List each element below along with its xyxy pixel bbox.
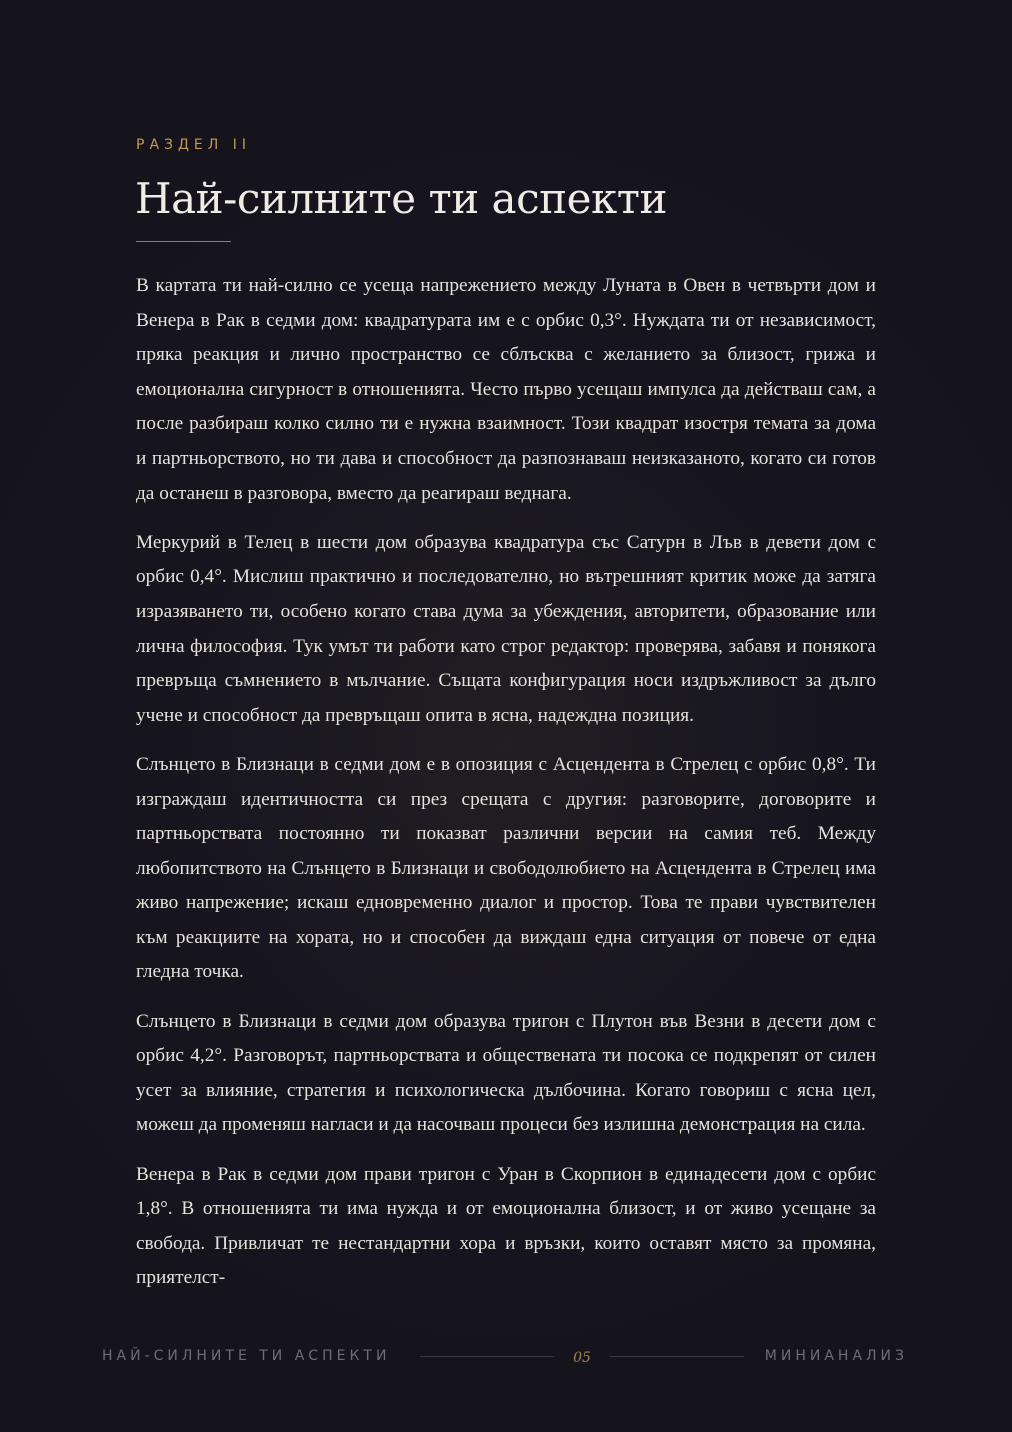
title-divider — [136, 241, 231, 242]
paragraph-venus-uranus: Венера в Рак в седми дом прави тригон с Уран в Скорпион в единадесети дом с орбис 1,8°. В отношенията ти има нужда и от емоционална близост, и от живо усещане за свобода. Привличат те нестандартни хора и връзки, които оставят място за промяна, приятелст- — [136, 1163, 876, 1289]
paragraph-mercury-saturn: Меркурий в Телец в шести дом образува квадратура със Сатурн в Лъв в девети дом с орбис 0,4°. Мислиш практично и последователно, но вътрешният критик може да затяга изразяването ти, особено когато става дума за убеждения, авторитети, образование или лична философия. Тук умът ти работи като строг редактор: проверява, забавя и понякога превръща съмнението в мълчание. Същата конфигурация носи издръжливост за дълго учене и способност да превръщаш опита в ясна, надеждна позиция. — [136, 531, 876, 726]
page-number: 05 — [573, 1350, 591, 1366]
footer-document-title: МИНИАНАЛИЗ — [764, 1348, 908, 1364]
footer-divider-right — [610, 1356, 744, 1357]
body-text — [136, 269, 876, 1311]
page-footer — [102, 1346, 908, 1366]
footer-divider-left — [420, 1356, 554, 1357]
footer-section-title: НАЙ-СИЛНИТЕ ТИ АСПЕКТИ — [102, 1348, 391, 1364]
paragraph-moon-venus: В картата ти най-силно се усеща напрежението между Луната в Овен в четвърти дом и Венера в Рак в седми дом: квадратурата им е с орбис 0,3°. Нуждата ти от независимост, пряка реакция и лично пространство се сблъсква с желанието за близост, грижа и емоционална сигурност в отношенията. Често първо усещаш импулса да действаш сам, а после разбираш колко силно ти е нужна взаимност. Този квадрат изостря темата за дома и партньорството, но ти дава и способност да разпознаваш неизказаното, когато си готов да останеш в разговора, вместо да реагираш веднага. — [136, 275, 876, 504]
paragraph-sun-ascendant: Слънцето в Близнаци в седми дом е в опозиция с Асцендента в Стрелец с орбис 0,8°. Ти изграждаш идентичността си през срещата с другия: разговорите, договорите и партньорствата постоянно ти показват различни версии на самия теб. Между любопитството на Слънцето в Близнаци и свободолюбието на Асцендента в Стрелец има живо напрежение; искаш едновременно диалог и простор. Това те прави чувствителен към реакциите на хората, но и способен да виждаш една ситуация от повече от една гледна точка. — [136, 753, 876, 983]
section-label: РАЗДЕЛ II — [136, 137, 252, 153]
paragraph-sun-pluto: Слънцето в Близнаци в седми дом образува тригон с Плутон във Везни в десети дом с орбис 4,2°. Разговорът, партньорствата и обществената ти посока се подкрепят от силен усет за влияние, стратегия и психологическа дълбочина. Когато говориш с ясна цел, можеш да променяш нагласи и да насочваш процеси без излишна демонстрация на сила. — [136, 1010, 876, 1136]
page-title: Най-силните ти аспекти — [135, 174, 667, 223]
